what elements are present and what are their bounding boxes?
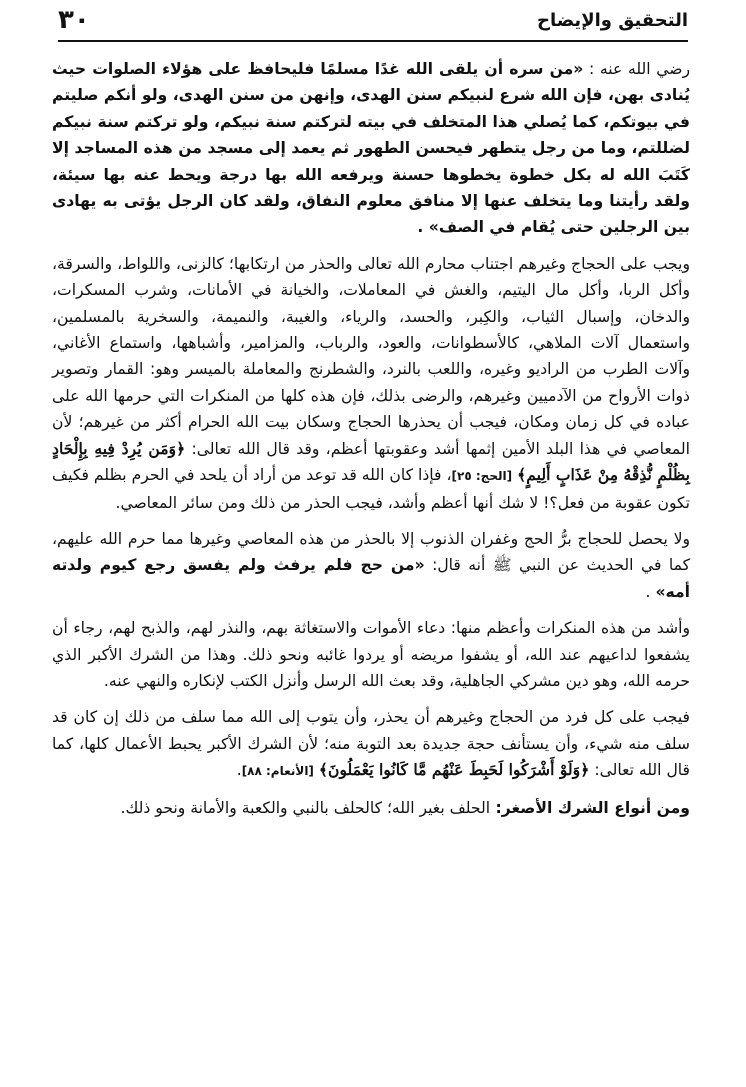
paragraph-3-text-after: . — [645, 582, 656, 601]
paragraph-5-text: فيجب على كل فرد من الحجاج وغيرهم أن يحذر، وأن يتوب إلى الله مما سلف من ذلك إن كان قد سلف منه شيء، وأن يستأنف حجة جديدة بعد التوبة منه؛ لأن الشرك الأكبر يحبط الأعمال كلها، كما قال الله تعالى: — [52, 708, 690, 780]
paragraph-6 — [52, 795, 690, 821]
paragraph-2-text: ويجب على الحجاج وغيرهم اجتناب محارم الله تعالى والحذر من ارتكابها؛ كالزنى، واللواط، والسرقة، وأكل الربا، وأكل مال اليتيم، والغش في المعاملات، والخيانة في الأمانات، وشرب المسكرات، والدخان، وإسبال الثياب، والكِبر، والحسد، والرياء، والغيبة، والنميمة، والسخرية بالمسلمين، واستعمال آلات الملاهي، كالأسطوانات، والعود، والرباب، والمزامير، وأشباهها، واستماع الأغاني، وآلات الطرب من الراديو وغيره، واللعب بالنرد، والشطرنج والمعاملة بالميسر وهو: القمار وتصوير ذوات الأرواح من الآدميين وغيرهم، والرضى بذلك، فإن هذه كلها من المنكرات التي حرمها الله على عباده في كل زمان ومكان، فيجب أن يحذرها الحجاج وسكان بيت الله الحرام أكثر من غيرهم؛ لأن المعاصي في هذا البلد الأمين إثمها أشد وعقوبتها أعظم، وقد قال الله تعالى: — [52, 254, 690, 458]
paragraph-6-lead: ومن أنواع الشرك الأصغر: — [490, 798, 690, 817]
paragraph-1-lead: رضي الله عنه : — [583, 60, 690, 78]
quran-verse-anam: ﴿وَلَوْ أَشْرَكُوا لَحَبِطَ عَنْهُم مَّا كَانُوا يَعْمَلُونَ﴾ — [318, 760, 590, 780]
paragraph-2 — [52, 251, 690, 516]
paragraph-1 — [52, 56, 690, 241]
quran-verse-hajj: ﴿وَمَن يُرِدْ فِيهِ بِإِلْحَادٍ بِظُلْمٍ نُّذِقْهُ مِنْ عَذَابٍ أَلِيمٍ﴾ — [52, 438, 690, 485]
page-content — [52, 56, 690, 1067]
paragraph-1-hadith: «من سره أن يلقى الله غدًا مسلمًا فليحافظ على هؤلاء الصلوات حيث يُنادى بهن، فإن الله شرع لنبيكم سنن الهدى، وإنهن من سنن الهدى، ولو أنكم صليتم في بيوتكم، كما يُصلي هذا المتخلف في بيته لتركتم سنة نبيكم، ولو تركتم سنة نبيكم لضللتم، وما من رجل يتطهر فيحسن الطهور ثم يعمد إلى مسجد من هذه المساجد إلا كَتَبَ الله له بكل خطوة يخطوها حسنة ويرفعه الله بها درجة ويحط عنه بها سيئة، ولقد رأيتنا وما يتخلف عنها إلا منافق معلوم النفاق، ولقد كان الرجل يؤتى به يهادى بين الرجلين حتى يُقام في الصف» . — [52, 60, 690, 237]
paragraph-6-text: الحلف بغير الله؛ كالحلف بالنبي والكعبة والأمانة ونحو ذلك. — [120, 798, 491, 817]
paragraph-2-text-after: ، فإذا كان الله قد توعد من أراد أن يلحد في الحرم بظلم فكيف تكون عقوبة من فعل؟! لا شك أنها أعظم وأشد، فيجب الحذر من ذلك ومن سائر المعاصي. — [52, 466, 690, 512]
paragraph-4-text: وأشد من هذه المنكرات وأعظم منها: دعاء الأموات والاستغاثة بهم، والنذر لهم، والذبح لهم، رجاء أن يشفعوا لداعيهم عند الله، أو يشفوا مريضه أو يردوا غائبه ونحو ذلك. وهذا من الشرك الأكبر الذي حرمه الله، وهو دين مشركي الجاهلية، وقد بعث الله الرسل وأنزل الكتب لإنكاره والنهي عنه. — [52, 619, 690, 690]
paragraph-3-text: ولا يحصل للحجاج برُّ الحج وغفران الذنوب إلا بالحذر من هذه المعاصي وغيرها مما حرم الله عليهم، كما في الحديث عن النبي ﷺ أنه قال: — [52, 529, 691, 575]
paragraph-3-hadith: «من حج فلم يرفث ولم يفسق رجع كيوم ولدته أمه» — [52, 556, 690, 601]
page-header — [58, 0, 688, 42]
verse-reference-hajj: [الحج: ٢٥] — [451, 469, 513, 484]
page-number: ٣٠ — [58, 5, 90, 35]
paragraph-4 — [52, 615, 690, 694]
running-title: التحقيق والإيضاح — [536, 9, 688, 31]
paragraph-5-text-after: . — [236, 761, 242, 780]
verse-reference-anam: [الأنعام: ٨٨] — [241, 764, 314, 779]
paragraph-3 — [52, 526, 690, 605]
paragraph-5 — [52, 704, 690, 784]
